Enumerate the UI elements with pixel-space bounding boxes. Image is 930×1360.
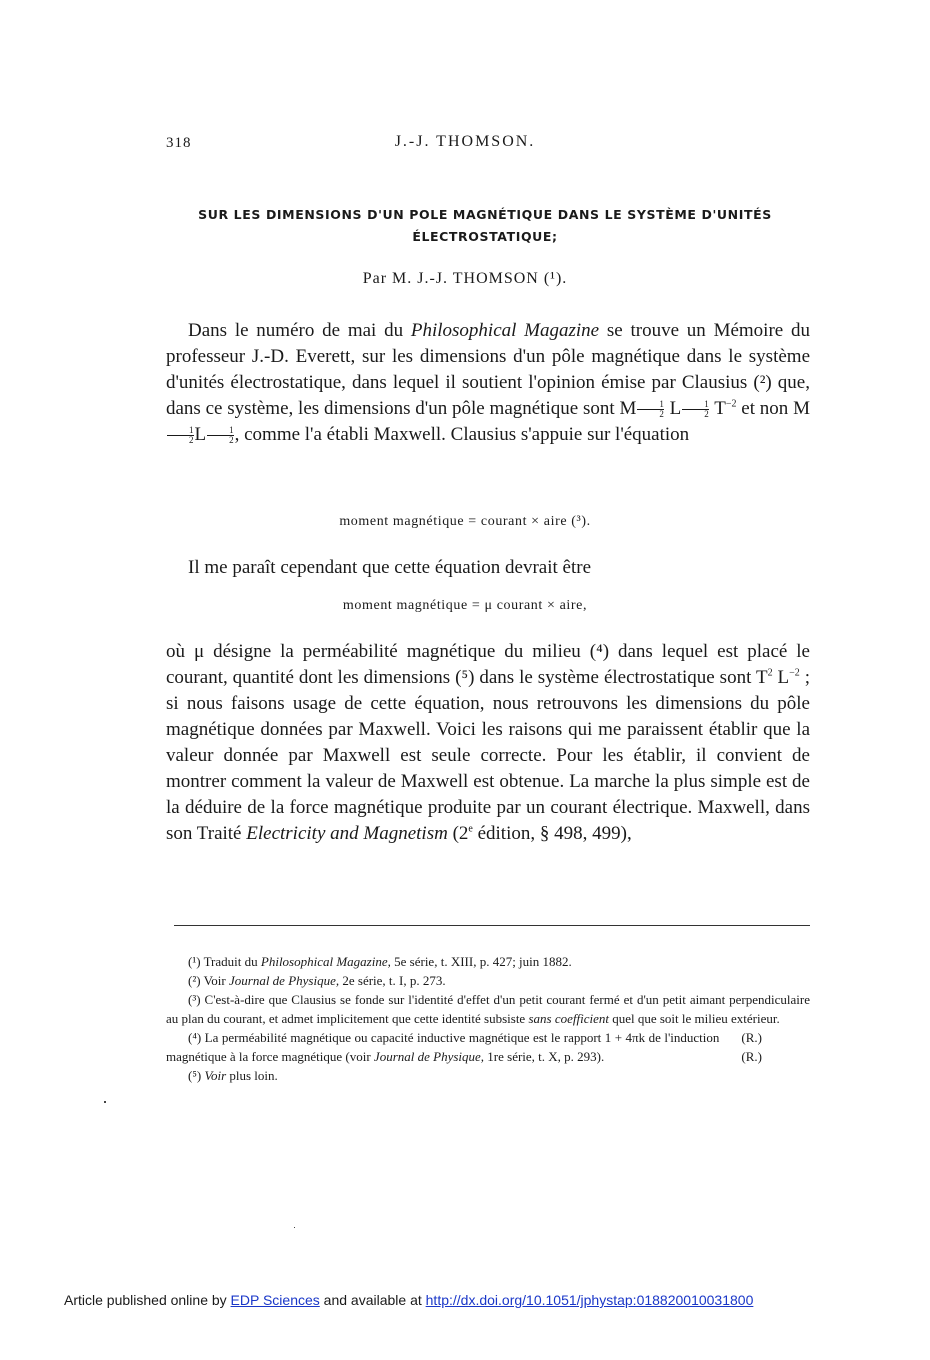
symbol-m: M (793, 398, 811, 419)
byline: Par M. J.-J. THOMSON (¹). (362, 270, 568, 287)
publication-credit (64, 1292, 753, 1308)
footnote-mark: (⁵) (188, 1068, 202, 1083)
doi-link[interactable]: http://dx.doi.org/10.1051/jphystap:018820010031800 (425, 1292, 754, 1308)
publisher-link[interactable]: EDP Sciences (230, 1292, 320, 1308)
footnote-4 (166, 1028, 810, 1066)
symbol-m: M (619, 398, 637, 419)
scan-speck (104, 1101, 106, 1103)
footnote-rule (174, 925, 810, 926)
p3-text-c: ; si nous faisons usage de cette équation, nous retrouvons les dimensions du pôle magnétique données par Maxwell. Voici les raisons qui me paraissent établir que la valeur donnée par Maxwell est seule correcte. Pour les établir, il convient de montrer comment la valeur de Maxwell est obtenue. La marche la plus simple est de la déduire de la force magnétique produite par un courant électrique. Maxwell, dans son Traité (166, 667, 810, 844)
redaction-tag: (R.) (741, 1049, 762, 1064)
footnote-mark: (¹) (188, 954, 201, 969)
redaction-tag: (R.) (741, 1030, 762, 1045)
paragraph-1 (166, 318, 810, 448)
p3-text-b: L (772, 667, 790, 688)
footnote-text: quel que soit le milieu extérieur. (608, 1011, 780, 1026)
book-title: Electricity and Magnetism (246, 823, 448, 844)
p3-text-d: (2 (447, 823, 469, 844)
footnote-text: C'est-à-dire que Clausius se fonde sur l'identité d'effet d'un petit courant fermé et d'un petit aimant perpendiculaire au plan du courant, et admet implicitement que cette identité subsiste (166, 992, 810, 1026)
exp-l-2: −2 (789, 667, 800, 679)
footnotes (166, 952, 810, 1085)
title-line-2: ÉLECTROSTATIQUE; (412, 229, 558, 244)
p1-text-a: Dans le numéro de mai du (188, 320, 411, 341)
footnote-1 (166, 952, 810, 971)
footnote-journal: Philosophical Magazine, (260, 954, 391, 969)
p3-text-e: édition, § 498, 499), (472, 823, 632, 844)
title-line-1: SUR LES DIMENSIONS D'UN POLE MAGNÉTIQUE DANS LE SYSTÈME D'UNITÉS (198, 207, 772, 222)
footnote-text: plus loin. (226, 1068, 278, 1083)
footnote-text: La perméabilité magnétique ou capacité inductive magnétique est le rapport 1 + 4πk de l'induction magnétique à la force magnétique (voir (166, 1030, 720, 1064)
article-title (150, 204, 820, 248)
footnote-text: Voir (200, 973, 229, 988)
exponent-fraction (207, 426, 234, 445)
exponent-fraction (682, 400, 709, 419)
footnote-text: 2e série, t. I, p. 273. (339, 973, 446, 988)
paragraph-3 (166, 639, 810, 847)
footnote-text: 1re série, t. X, p. 293). (484, 1049, 605, 1064)
exp-t: −2 (725, 398, 737, 410)
credit-prefix: Article published online by (64, 1292, 231, 1308)
footnote-text: 5e série, t. XIII, p. 427; juin 1882. (390, 954, 572, 969)
p1-text-b: se trouve un Mémoire du professeur J.-D. Everett, sur les dimensions d'un pôle magnétique dans le système d'unités électrostatique, dans lequel il soutient l'opinion émise par Clausius (²) que, dans ce système, les dimensions d'un pôle magnétique sont (166, 320, 810, 419)
footnote-journal: Journal de Physique, (373, 1049, 485, 1064)
exp-t2: 2 (767, 667, 773, 679)
footnote-3 (166, 990, 810, 1045)
credit-middle: and available at (319, 1292, 426, 1308)
equation-2: moment magnétique = μ courant × aire, (342, 598, 588, 613)
formula-clausius (619, 398, 736, 419)
exp-num: 1 (659, 399, 664, 410)
page-number: 318 (166, 135, 192, 151)
exp-den: 2 (207, 435, 234, 445)
scan-speck (294, 1227, 295, 1228)
footnote-mark: (⁴) (188, 1030, 202, 1045)
p1-text-d: , comme l'a établi Maxwell. Clausius s'appuie sur l'équation (234, 424, 690, 445)
edition-superscript: e (468, 823, 473, 835)
p1-text-c: et non (736, 398, 794, 419)
exp-num: 1 (229, 425, 234, 436)
paragraph-2: Il me paraît cependant que cette équation devrait être (188, 557, 592, 578)
footnote-emphasis: sans coefficient (528, 1011, 609, 1026)
exponent-fraction (637, 400, 664, 419)
footnote-text: Traduit du (200, 954, 261, 969)
symbol-t: T (714, 398, 726, 419)
equation-1: moment magnétique = courant × aire (³). (339, 514, 591, 529)
footnote-2 (166, 971, 810, 990)
footnote-journal: Journal de Physique, (228, 973, 340, 988)
running-head: J.-J. THOMSON. (394, 133, 536, 150)
footnote-emphasis: Voir (204, 1068, 227, 1083)
journal-title: Philosophical Magazine (410, 320, 600, 341)
exponent-fraction (167, 426, 194, 445)
exp-num: 1 (189, 425, 194, 436)
footnote-mark: (³) (188, 992, 201, 1007)
p3-text-a: où μ désigne la perméabilité magnétique du milieu (⁴) dans lequel est placé le courant, quantité dont les dimensions (⁵) dans le système électrostatique sont T (166, 641, 810, 688)
symbol-l: L (669, 398, 682, 419)
footnote-mark: (²) (188, 973, 201, 988)
exp-den: 2 (167, 435, 194, 445)
exp-num: 1 (704, 399, 709, 410)
exp-den: 2 (637, 409, 664, 419)
symbol-l: L (194, 424, 207, 445)
exp-den: 2 (682, 409, 709, 419)
footnote-5 (166, 1066, 810, 1085)
